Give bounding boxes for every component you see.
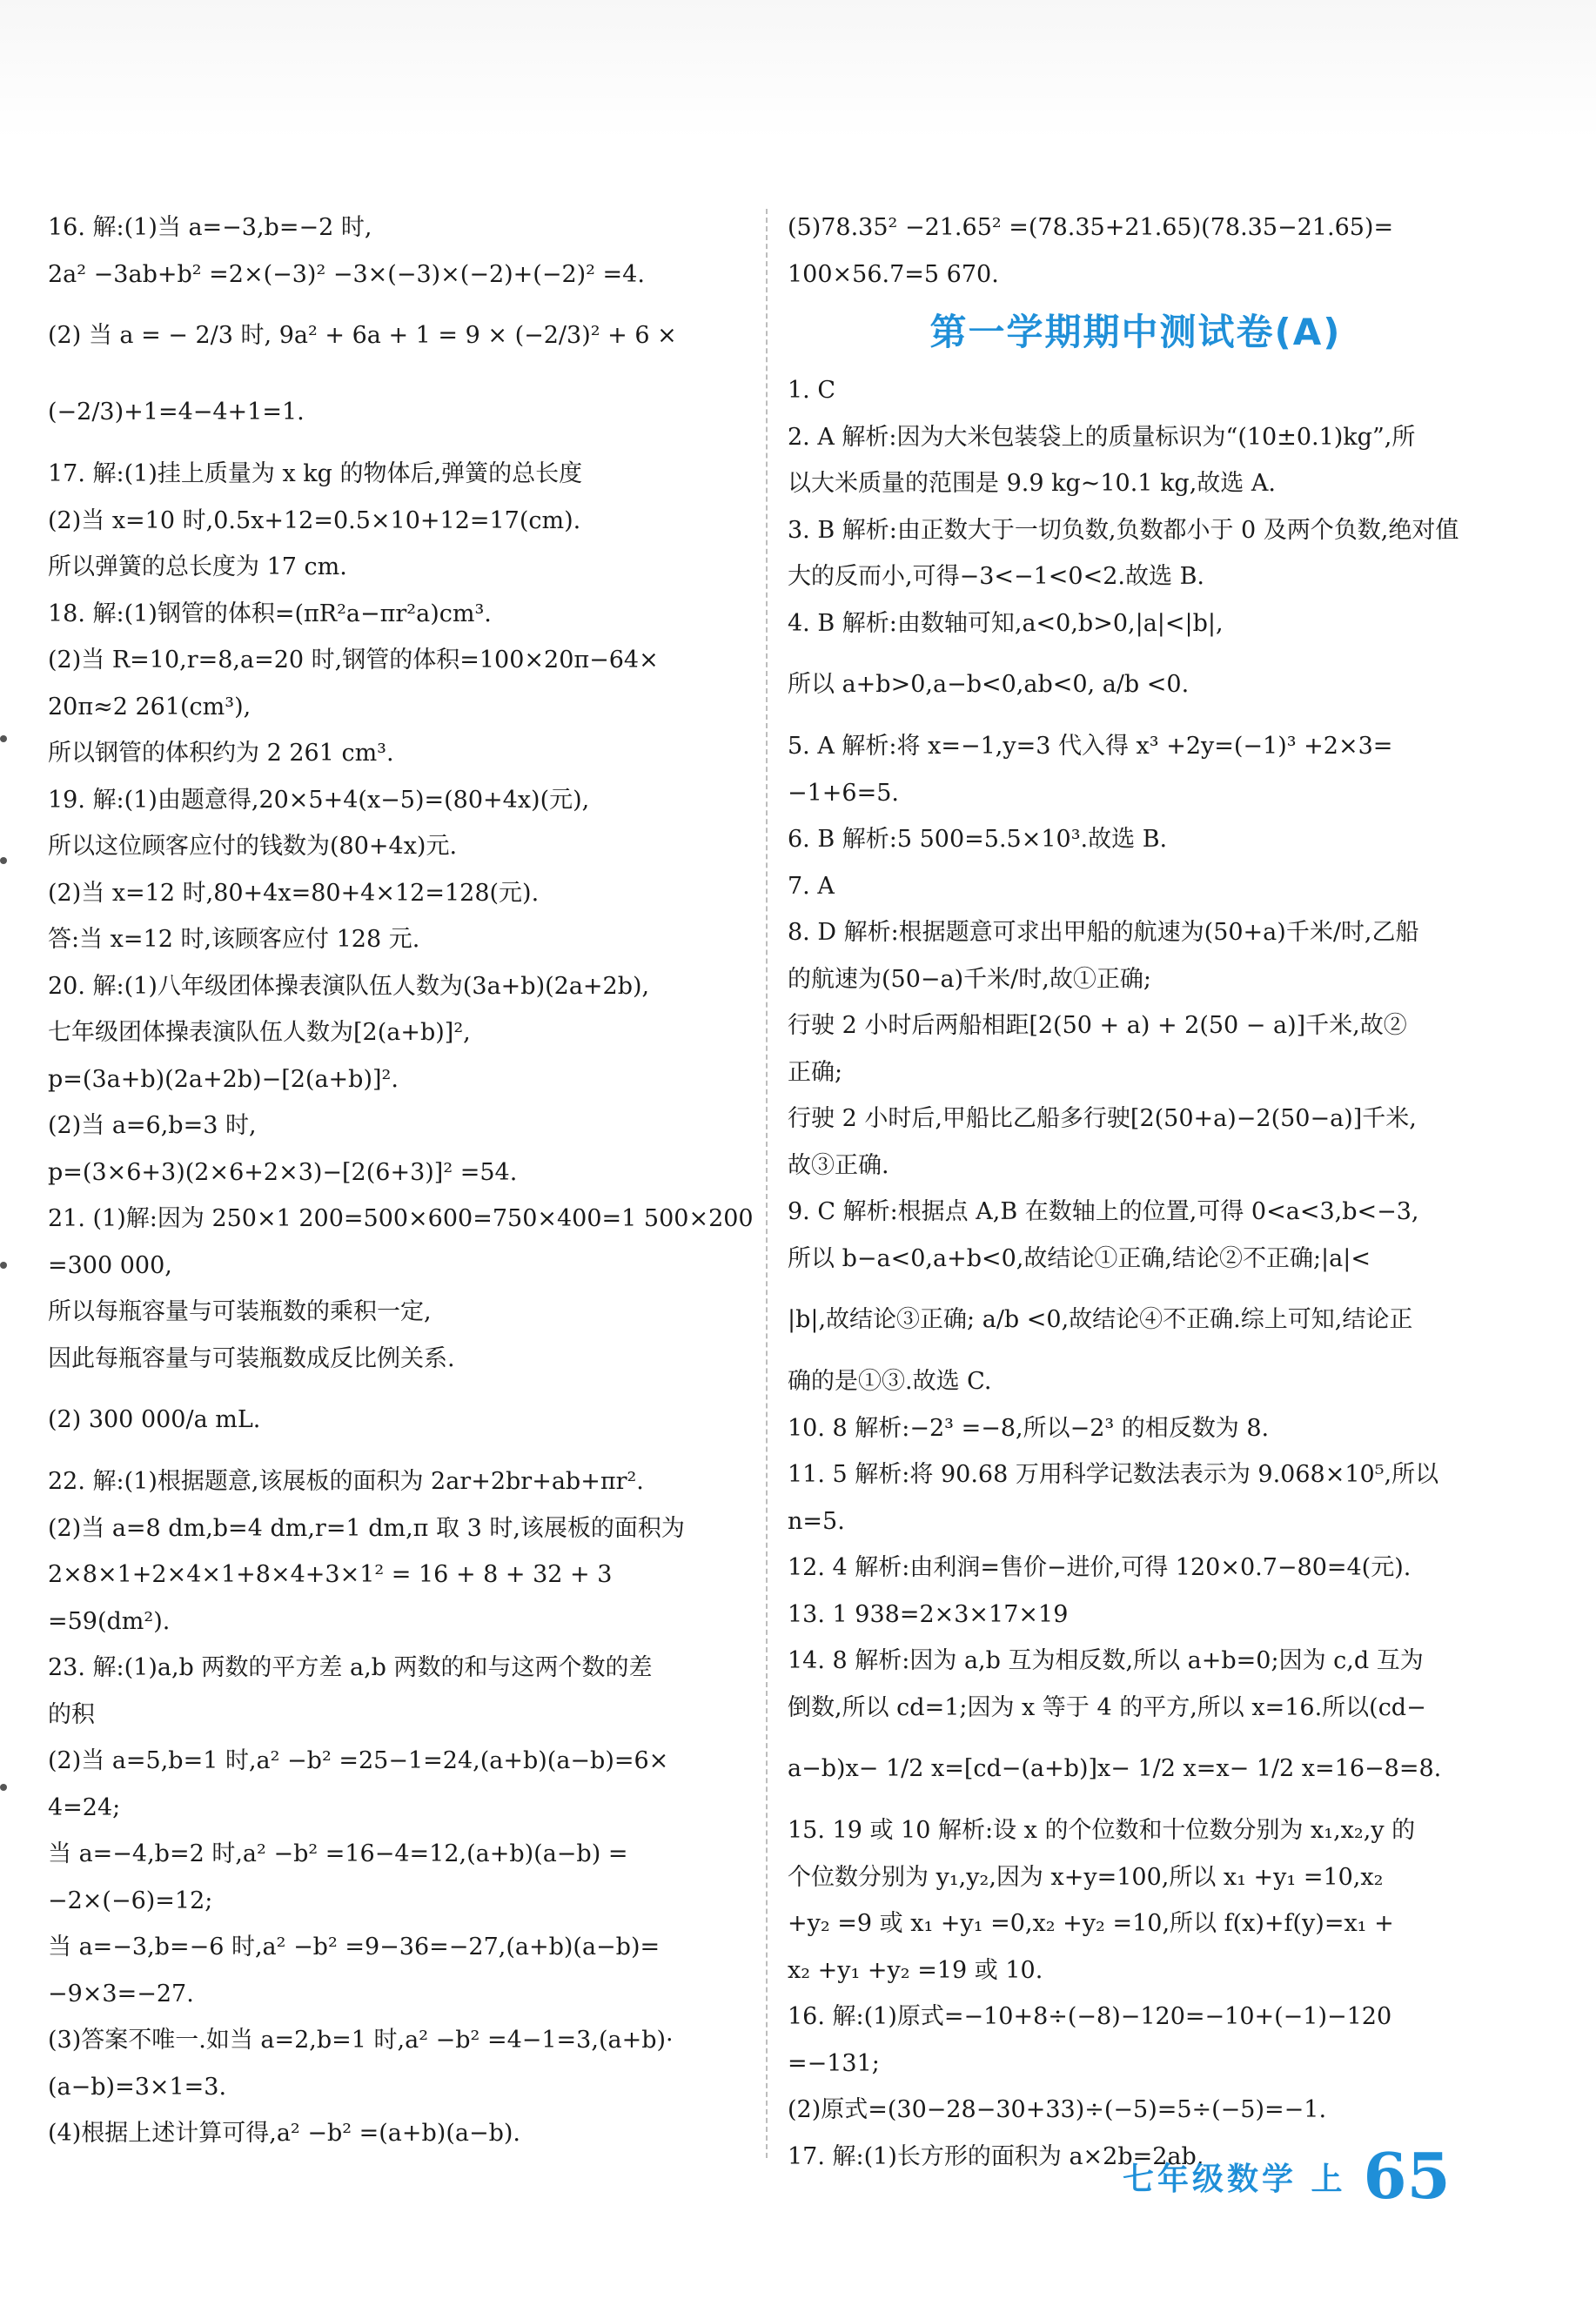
answer-line: 确的是①③.故选 C. (788, 1368, 992, 1395)
answer-line: 七年级团体操表演队伍人数为[2(a+b)]², (48, 1019, 471, 1046)
right-answer-column (788, 204, 1484, 2180)
answer-line: 个位数分别为 y₁,y₂,因为 x+y=100,所以 x₁ +y₁ =10,x₂ (788, 1863, 1384, 1891)
section-title: 第一学期期中测试卷(A) (929, 311, 1342, 353)
answer-line: 18. 解:(1)钢管的体积=(πR²a−πr²a)cm³. (48, 600, 492, 627)
answer-line: 故③正确. (788, 1151, 889, 1179)
answer-line: (2) 当 a = − 2/3 时, 9a² + 6a + 1 = 9 × (−2/3)² + 6 × (48, 322, 677, 349)
answer-line: 2a² −3ab+b² =2×(−3)² −3×(−3)×(−2)+(−2)² =4. (48, 260, 645, 288)
answer-line: =−131; (788, 2049, 880, 2077)
answer-line: 倒数,所以 cd=1;因为 x 等于 4 的平方,所以 x=16.所以(cd− (788, 1693, 1426, 1721)
answer-line: (2)当 a=5,b=1 时,a² −b² =25−1=24,(a+b)(a−b)=6× (48, 1747, 669, 1774)
left-answer-column (48, 204, 757, 2157)
page-footer (1123, 2139, 1451, 2213)
column-divider (766, 209, 768, 2158)
answer-line: 17. 解:(1)挂上质量为 x kg 的物体后,弹簧的总长度 (48, 460, 583, 487)
answer-line: 19. 解:(1)由题意得,20×5+4(x−5)=(80+4x)(元), (48, 786, 590, 814)
answer-line: 正确; (788, 1058, 843, 1086)
answer-line: 行驶 2 小时后,甲船比乙船多行驶[2(50+a)−2(50−a)]千米, (788, 1105, 1417, 1132)
answer-line: 12. 4 解析:由利润=售价−进价,可得 120×0.7−80=4(元). (788, 1554, 1412, 1581)
answer-line: 因此每瓶容量与可装瓶数成反比例关系. (48, 1344, 455, 1372)
answer-line: 16. 解:(1)原式=−10+8÷(−8)−120=−10+(−1)−120 (788, 2003, 1392, 2030)
answer-line: 14. 8 解析:因为 a,b 互为相反数,所以 a+b=0;因为 c,d 互为 (788, 1647, 1424, 1674)
answer-line: 8. D 解析:根据题意可求出甲船的航速为(50+a)千米/时,乙船 (788, 919, 1419, 946)
answer-line: 所以这位顾客应付的钱数为(80+4x)元. (48, 833, 458, 860)
answer-line: (2)当 R=10,r=8,a=20 时,钢管的体积=100×20π−64× (48, 647, 659, 674)
answer-line: 所以弹簧的总长度为 17 cm. (48, 553, 347, 580)
answer-line: (4)根据上述计算可得,a² −b² =(a+b)(a−b). (48, 2120, 520, 2147)
margin-dot (0, 1784, 7, 1791)
answer-line: 5. A 解析:将 x=−1,y=3 代入得 x³ +2y=(−1)³ +2×3= (788, 733, 1393, 760)
answer-line: (a−b)=3×1=3. (48, 2073, 227, 2101)
right-main-lines (788, 367, 1484, 2180)
answer-line: 9. C 解析:根据点 A,B 在数轴上的位置,可得 0<a<3,b<−3, (788, 1198, 1419, 1225)
answer-line: 的积 (48, 1700, 95, 1728)
answer-line: 大的反而小,可得−3<−1<0<2.故选 B. (788, 563, 1204, 590)
answer-line: |b|,故结论③正确; a/b <0,故结论④不正确.综上可知,结论正 (788, 1306, 1413, 1333)
answer-line: −9×3=−27. (48, 1980, 194, 2007)
page-number: 65 (1363, 2139, 1451, 2213)
answer-line: =59(dm²). (48, 1607, 171, 1635)
answer-line: 20. 解:(1)八年级团体操表演队伍人数为(3a+b)(2a+2b), (48, 972, 650, 1000)
answer-line: 10. 8 解析:−2³ =−8,所以−2³ 的相反数为 8. (788, 1414, 1270, 1442)
answer-line: a−b)x− 1/2 x=[cd−(a+b)]x− 1/2 x=x− 1/2 x=16−8=8. (788, 1755, 1442, 1782)
answer-line: 答:当 x=12 时,该顾客应付 128 元. (48, 926, 420, 953)
answer-line: (2)当 a=8 dm,b=4 dm,r=1 dm,π 取 3 时,该展板的面积为 (48, 1514, 685, 1542)
answer-line: 当 a=−3,b=−6 时,a² −b² =9−36=−27,(a+b)(a−b)= (48, 1934, 661, 1960)
answer-line: p=(3a+b)(2a+2b)−[2(a+b)]². (48, 1065, 399, 1093)
answer-line: n=5. (788, 1507, 845, 1535)
margin-dot (0, 1262, 7, 1269)
answer-line: 3. B 解析:由正数大于一切负数,负数都小于 0 及两个负数,绝对值 (788, 516, 1459, 544)
answer-line: 15. 19 或 10 解析:设 x 的个位数和十位数分别为 x₁,x₂,y 的 (788, 1817, 1416, 1844)
answer-line: p=(3×6+3)(2×6+2×3)−[2(6+3)]² =54. (48, 1158, 518, 1186)
answer-line: 所以 b−a<0,a+b<0,故结论①正确,结论②不正确;|a|< (788, 1244, 1371, 1272)
answer-line: 6. B 解析:5 500=5.5×10³.故选 B. (788, 826, 1168, 853)
answer-line: 17. 解:(1)长方形的面积为 a×2b=2ab, (788, 2142, 1204, 2170)
answer-line: (2)当 x=12 时,80+4x=80+4×12=128(元). (48, 879, 540, 907)
answer-line: (5)78.35² −21.65² =(78.35+21.65)(78.35−21.65)= (788, 214, 1394, 241)
answer-line: =300 000, (48, 1251, 172, 1279)
answer-line: 20π≈2 261(cm³), (48, 693, 251, 720)
answer-line: 16. 解:(1)当 a=−3,b=−2 时, (48, 214, 372, 241)
answer-line: 行驶 2 小时后两船相距[2(50 + a) + 2(50 − a)]千米,故② (788, 1012, 1407, 1039)
answer-line: 13. 1 938=2×3×17×19 (788, 1600, 1069, 1628)
answer-line: (2)原式=(30−28−30+33)÷(−5)=5÷(−5)=−1. (788, 2096, 1327, 2123)
answer-line: 所以每瓶容量与可装瓶数的乘积一定, (48, 1298, 432, 1325)
answer-line: (2)当 a=6,b=3 时, (48, 1112, 257, 1139)
answer-line: 7. A (788, 872, 835, 900)
margin-dot (0, 735, 7, 742)
answer-line: 1. C (788, 377, 836, 404)
answer-line: 4=24; (48, 1793, 121, 1821)
answer-line: 4. B 解析:由数轴可知,a<0,b>0,|a|<|b|, (788, 609, 1224, 637)
answer-line: x₂ +y₁ +y₂ =19 或 10. (788, 1956, 1043, 1984)
answer-line: −2×(−6)=12; (48, 1887, 213, 1914)
answer-line: −1+6=5. (788, 779, 899, 807)
answer-line: +y₂ =9 或 x₁ +y₁ =0,x₂ +y₂ =10,所以 f(x)+f(y)=x₁ + (788, 1910, 1394, 1937)
answer-line: 2. A 解析:因为大米包装袋上的质量标识为“(10±0.1)kg”,所 (788, 423, 1416, 451)
margin-dot (0, 857, 7, 864)
answer-line: 22. 解:(1)根据题意,该展板的面积为 2ar+2br+ab+πr². (48, 1468, 644, 1495)
answer-line: 11. 5 解析:将 90.68 万用科学记数法表示为 9.068×10⁵,所以 (788, 1461, 1439, 1488)
answer-line: 21. (1)解:因为 250×1 200=500×600=750×400=1 500×200 (48, 1205, 754, 1232)
answer-line: 23. 解:(1)a,b 两数的平方差 a,b 两数的和与这两个数的差 (48, 1654, 653, 1681)
answer-line: 所以钢管的体积约为 2 261 cm³. (48, 740, 394, 767)
answer-line: 100×56.7=5 670. (788, 260, 999, 288)
answer-line: 当 a=−4,b=2 时,a² −b² =16−4=12,(a+b)(a−b) = (48, 1840, 628, 1867)
right-top-lines (788, 204, 1484, 298)
answer-line: (−2/3)+1=4−4+1=1. (48, 399, 305, 426)
answer-line: (2) 300 000/a mL. (48, 1406, 261, 1433)
answer-line: 2×8×1+2×4×1+8×4+3×1² = 16 + 8 + 32 + 3 (48, 1561, 613, 1588)
answer-line: 所以 a+b>0,a−b<0,ab<0, a/b <0. (788, 671, 1190, 698)
answer-line: (3)答案不唯一.如当 a=2,b=1 时,a² −b² =4−1=3,(a+b)· (48, 2027, 674, 2054)
footer-label: 七年级数学 上 (1123, 2161, 1346, 2197)
answer-line: 的航速为(50−a)千米/时,故①正确; (788, 965, 1151, 993)
answer-line: (2)当 x=10 时,0.5x+12=0.5×10+12=17(cm). (48, 506, 581, 534)
answer-line: 以大米质量的范围是 9.9 kg~10.1 kg,故选 A. (788, 470, 1276, 497)
